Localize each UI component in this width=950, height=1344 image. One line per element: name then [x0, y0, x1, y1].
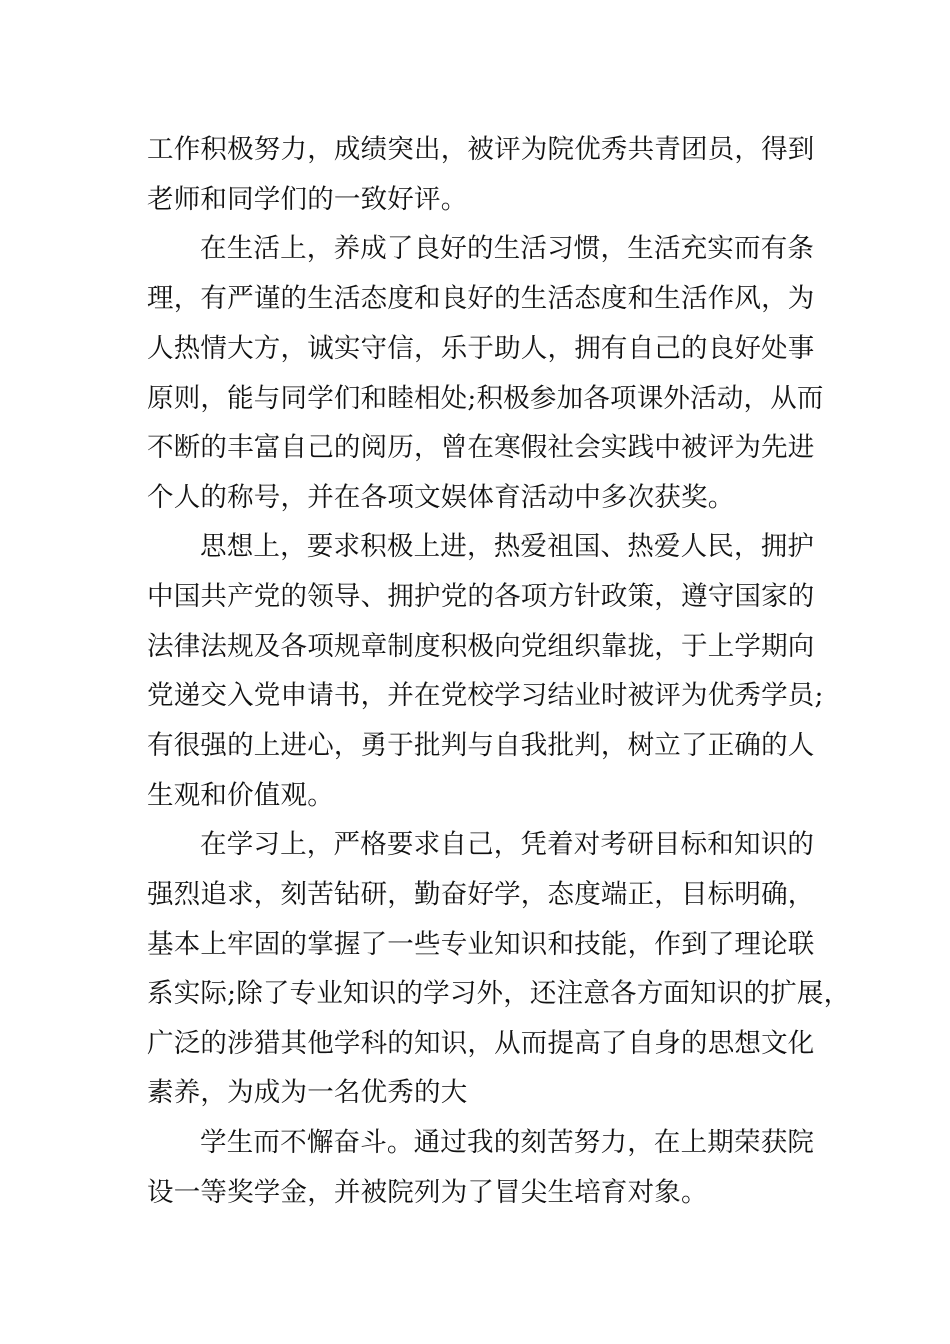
text-line: 法律法规及各项规章制度积极向党组织靠拢，于上学期向 — [147, 631, 815, 662]
text-line: 素养，为成为一名优秀的大 — [147, 1077, 468, 1108]
text-line: 基本上牢固的掌握了一些专业知识和技能，作到了理论联 — [147, 929, 815, 960]
text-line: 个人的称号，并在各项文娱体育活动中多次获奖。 — [147, 482, 735, 513]
text-line: 老师和同学们的一致好评。 — [147, 184, 468, 215]
paragraph-start-line: 在生活上，养成了良好的生活习惯，生活充实而有条 — [200, 233, 815, 264]
text-line: 生观和价值观。 — [147, 780, 334, 811]
text-line: 强烈追求，刻苦钻研，勤奋好学，态度端正，目标明确， — [147, 879, 815, 910]
text-line: 工作积极努力，成绩突出，被评为院优秀共青团员，得到 — [147, 134, 815, 165]
text-line: 原则，能与同学们和睦相处;积极参加各项课外活动，从而 — [147, 383, 824, 414]
text-line: 不断的丰富自己的阅历，曾在寒假社会实践中被评为先进 — [147, 432, 815, 463]
text-line: 系实际;除了专业知识的学习外，还注意各方面知识的扩展， — [147, 978, 851, 1009]
text-line: 党递交入党申请书，并在党校学习结业时被评为优秀学员; — [147, 680, 824, 711]
text-line: 中国共产党的领导、拥护党的各项方针政策，遵守国家的 — [147, 581, 815, 612]
paragraph-start-line: 学生而不懈奋斗。通过我的刻苦努力，在上期荣获院 — [200, 1127, 815, 1158]
text-line: 有很强的上进心，勇于批判与自我批判，树立了正确的人 — [147, 730, 815, 761]
text-line: 理，有严谨的生活态度和良好的生活态度和生活作风，为 — [147, 283, 815, 314]
text-line: 设一等奖学金，并被院列为了冒尖生培育对象。 — [147, 1177, 708, 1208]
text-line: 人热情大方，诚实守信，乐于助人，拥有自己的良好处事 — [147, 333, 815, 364]
paragraph-start-line: 在学习上，严格要求自己，凭着对考研目标和知识的 — [200, 829, 815, 860]
text-line: 广泛的涉猎其他学科的知识，从而提高了自身的思想文化 — [147, 1028, 815, 1059]
paragraph-start-line: 思想上，要求积极上进，热爱祖国、热爱人民，拥护 — [200, 531, 815, 562]
